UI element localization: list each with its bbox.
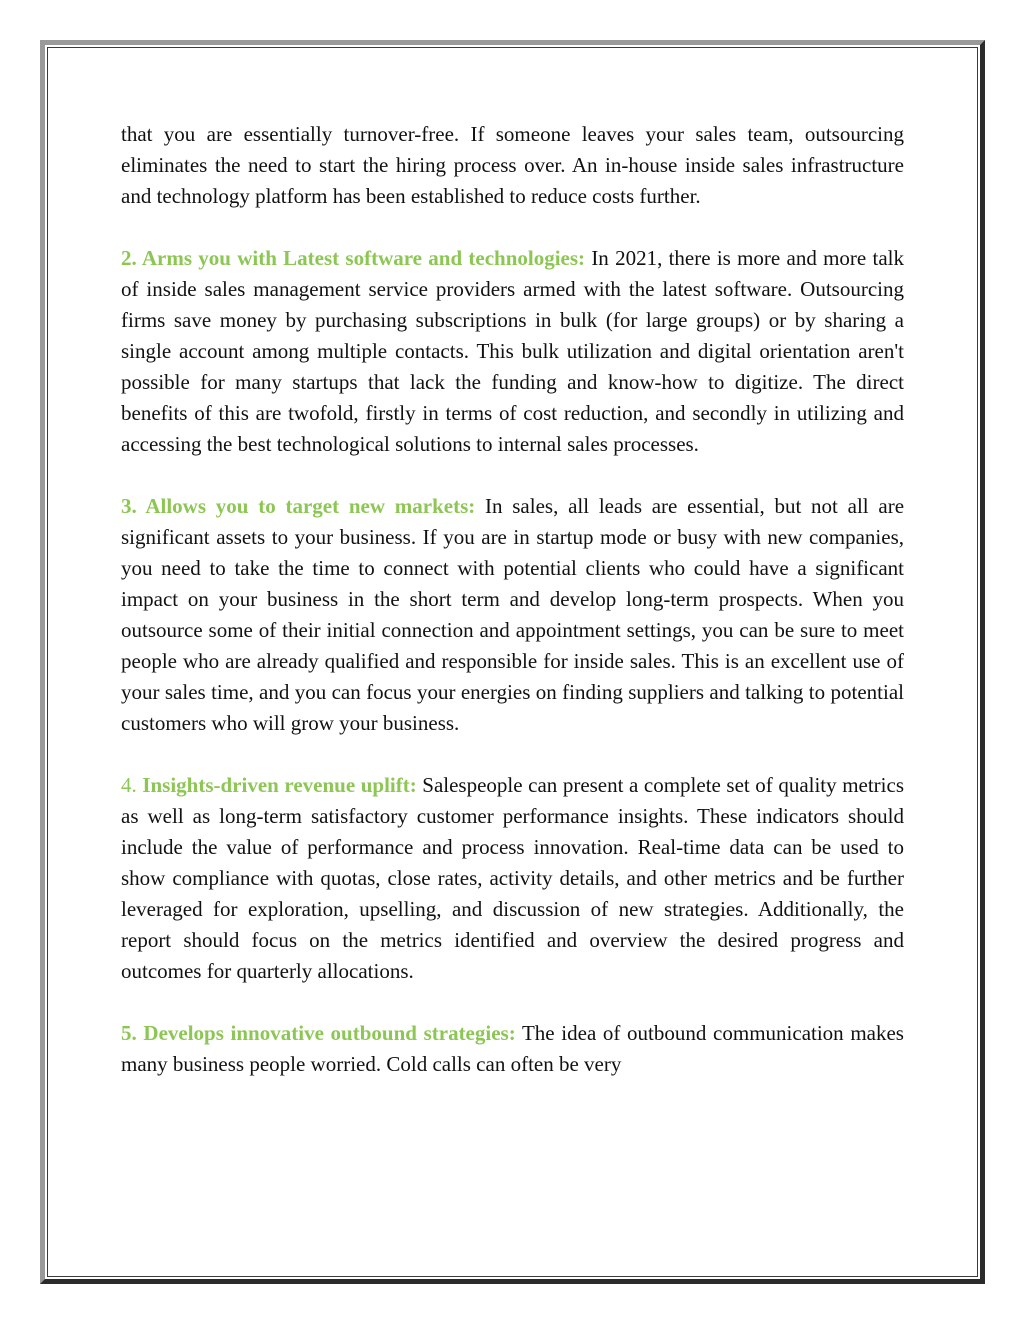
paragraph-text: In sales, all leads are essential, but not all are significant assets to your business. If you are in startup mode or busy with new companies, you need to take the time to connect with potential clients who could have a significant impact on your business in the short term and develop long-term prospects. When you outsource some of their initial connection and appointment settings, you can be sure to meet people who are already qualified and responsible for inside sales. This is an excellent use of your sales time, and you can focus your energies on finding suppliers and talking to potential customers who will grow your business. [121,494,905,735]
paragraph-text: In 2021, there is more and more talk of inside sales management service providers armed with the latest software. Outsourcing firms save money by purchasing subscriptions in bulk (for large groups) or by sharing a single account among multiple contacts. This bulk utilization and digital orientation aren't possible for many startups that lack the funding and know-how to digitize. The direct benefits of this are twofold, firstly in terms of cost reduction, and secondly in utilizing and accessing the best technological solutions to internal sales processes. [121,246,904,456]
section-number: 4. [121,773,137,797]
paragraph-intro [121,119,904,212]
section-heading: 5. Develops innovative outbound strategies: [121,1021,516,1045]
paragraph-text: Salespeople can present a complete set of quality metrics as well as long-term satisfactory customer performance insights. These indicators should include the value of performance and process innovation. Real-time data can be used to show compliance with quotas, close rates, activity details, and other metrics and be further leveraged for exploration, upselling, and discussion of new strategies. Additionally, the report should focus on the metrics identified and overview the desired progress and outcomes for quarterly allocations. [121,773,905,983]
paragraph-point-5 [121,1018,904,1080]
section-heading: 2. Arms you with Latest software and technologies: [121,246,586,270]
paragraph-text: that you are essentially turnover-free. If someone leaves your sales team, outsourcing eliminates the need to start the hiring process over. An in-house inside sales infrastructure and technology platform has been established to reduce costs further. [121,122,904,208]
paragraph-point-2 [121,243,904,460]
document-body [121,119,904,1111]
section-heading: Insights-driven revenue uplift: [142,773,417,797]
paragraph-text: The idea of outbound communication makes many business people worried. Cold calls can often be very [121,1021,904,1076]
paragraph-point-3 [121,491,904,739]
paragraph-point-4 [121,770,904,987]
section-heading: 3. Allows you to target new markets: [121,494,476,518]
